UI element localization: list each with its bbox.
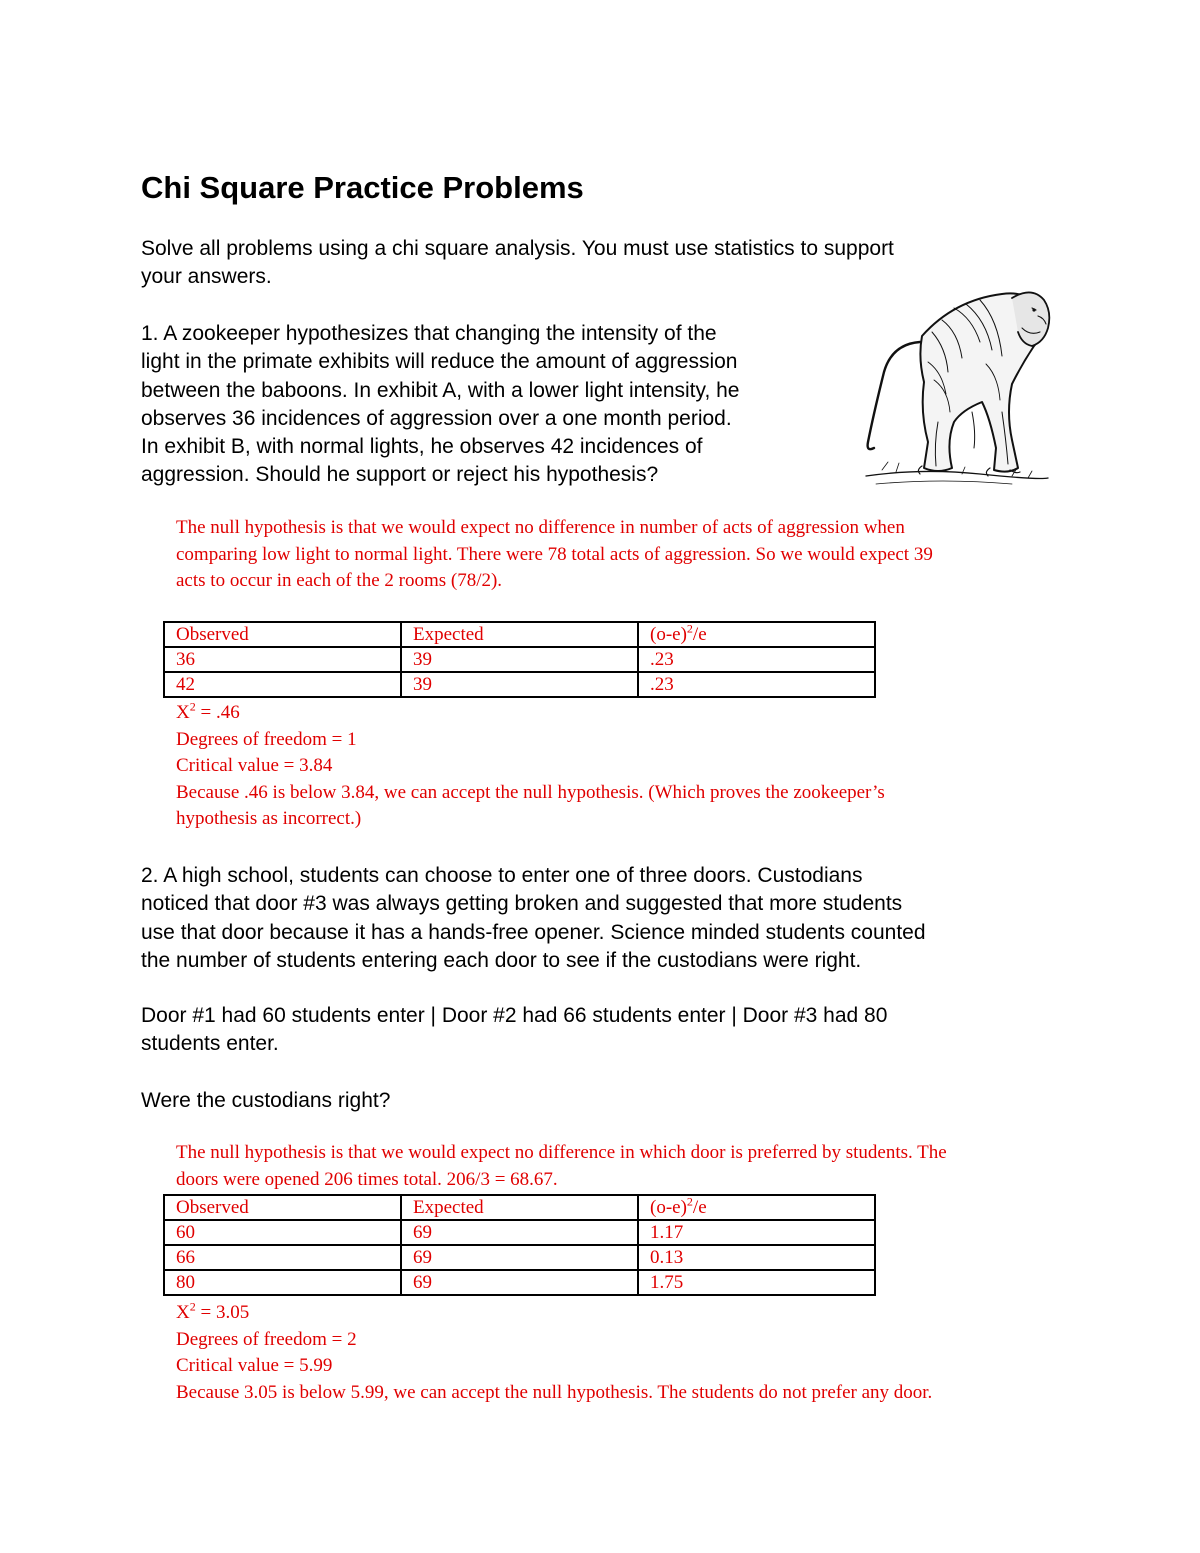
table-cell: 80: [164, 1270, 401, 1295]
problem-2-answer: [176, 1140, 947, 1193]
table-row: [164, 672, 875, 697]
degrees-of-freedom: Degrees of freedom = 2: [176, 1328, 357, 1350]
table-cell: 0.13: [638, 1245, 875, 1270]
table-cell: 36: [164, 647, 401, 672]
chi-superscript: 2: [189, 699, 196, 714]
critical-value: Critical value = 3.84: [176, 755, 333, 776]
problem-1-table: [163, 621, 876, 698]
problem-2-results: [176, 1300, 932, 1406]
problem-1-line: 1. A zookeeper hypothesizes that changing the intensity of the: [141, 322, 717, 345]
header-text: (o-e): [650, 623, 687, 645]
conclusion-line: Because .46 is below 3.84, we can accept the null hypothesis. (Which proves the zookeeper’s: [176, 781, 885, 803]
table-header-cell: [638, 1195, 875, 1220]
table-cell: 1.17: [638, 1220, 875, 1245]
table-cell: 60: [164, 1220, 401, 1245]
door-counts-line: students enter.: [141, 1032, 279, 1056]
table-cell: 1.75: [638, 1270, 875, 1295]
table-header-row: [164, 1195, 875, 1220]
baboon-illustration: [862, 272, 1052, 512]
instructions: [141, 235, 894, 292]
critical-value: Critical value = 5.99: [176, 1355, 333, 1376]
answer-line: doors were opened 206 times total. 206/3 = 68.67.: [176, 1168, 558, 1190]
chi-square-result: [176, 1300, 932, 1327]
problem-2-table: [163, 1194, 876, 1296]
table-cell: 69: [401, 1245, 638, 1270]
problem-1-text: [141, 320, 739, 490]
table-header-cell: Observed: [164, 622, 401, 647]
header-text: (o-e): [650, 1196, 687, 1218]
table-cell: .23: [638, 647, 875, 672]
answer-line: The null hypothesis is that we would expect no difference in which door is preferred by students. The: [176, 1142, 947, 1163]
chi-value: = .46: [195, 702, 240, 723]
table-header-cell: Expected: [401, 622, 638, 647]
chi-label: X: [176, 1302, 190, 1323]
answer-line: The null hypothesis is that we would expect no difference in number of acts of aggression when: [176, 517, 905, 538]
conclusion-line: hypothesis as incorrect.): [176, 808, 362, 829]
answer-line: acts to occur in each of the 2 rooms (78/2).: [176, 570, 503, 591]
chi-superscript: 2: [189, 1299, 196, 1314]
table-cell: 69: [401, 1270, 638, 1295]
chi-square-result: [176, 700, 885, 727]
table-row: [164, 1270, 875, 1295]
chi-value: = 3.05: [195, 1302, 250, 1323]
problem-2-line: noticed that door #3 was always getting broken and suggested that more students: [141, 892, 903, 916]
header-text: /e: [692, 623, 707, 645]
table-header-cell: Expected: [401, 1195, 638, 1220]
header-text: /e: [692, 1196, 707, 1218]
problem-1-line: light in the primate exhibits will reduce the amount of aggression: [141, 350, 738, 374]
table-cell: 39: [401, 672, 638, 697]
chi-label: X: [176, 702, 190, 723]
instructions-line: Solve all problems using a chi square analysis. You must use statistics to support: [141, 237, 894, 260]
table-row: [164, 1220, 875, 1245]
table-cell: 42: [164, 672, 401, 697]
problem-1-answer: [176, 515, 933, 595]
problem-1-line: observes 36 incidences of aggression over a one month period.: [141, 406, 732, 430]
header-superscript: 2: [686, 1194, 693, 1209]
problem-1-line: between the baboons. In exhibit A, with a lower light intensity, he: [141, 378, 740, 402]
table-cell: .23: [638, 672, 875, 697]
problem-1-line: aggression. Should he support or reject his hypothesis?: [141, 463, 659, 487]
table-cell: 69: [401, 1220, 638, 1245]
problem-2-question: Were the custodians right?: [141, 1089, 391, 1112]
problem-2-line: 2. A high school, students can choose to enter one of three doors. Custodians: [141, 864, 863, 887]
table-cell: 39: [401, 647, 638, 672]
problem-1-line: In exhibit B, with normal lights, he observes 42 incidences of: [141, 435, 703, 459]
problem-2-line: the number of students entering each door to see if the custodians were right.: [141, 948, 862, 972]
table-header-cell: [638, 622, 875, 647]
page-title: Chi Square Practice Problems: [141, 170, 584, 205]
door-counts: [141, 1002, 887, 1059]
table-cell: 66: [164, 1245, 401, 1270]
door-counts-line: Door #1 had 60 students enter | Door #2 had 66 students enter | Door #3 had 80: [141, 1004, 888, 1027]
table-header-row: [164, 622, 875, 647]
table-row: [164, 647, 875, 672]
table-row: [164, 1245, 875, 1270]
answer-line: comparing low light to normal light. There were 78 total acts of aggression. So we would expect 39: [176, 543, 933, 565]
conclusion-line: Because 3.05 is below 5.99, we can accept the null hypothesis. The students do not prefer any door.: [176, 1381, 933, 1403]
instructions-line: your answers.: [141, 265, 272, 289]
header-superscript: 2: [686, 621, 693, 636]
problem-2-text: [141, 862, 926, 975]
degrees-of-freedom: Degrees of freedom = 1: [176, 728, 357, 750]
problem-2-line: use that door because it has a hands-free opener. Science minded students counted: [141, 920, 926, 944]
problem-1-results: [176, 700, 885, 833]
table-header-cell: Observed: [164, 1195, 401, 1220]
